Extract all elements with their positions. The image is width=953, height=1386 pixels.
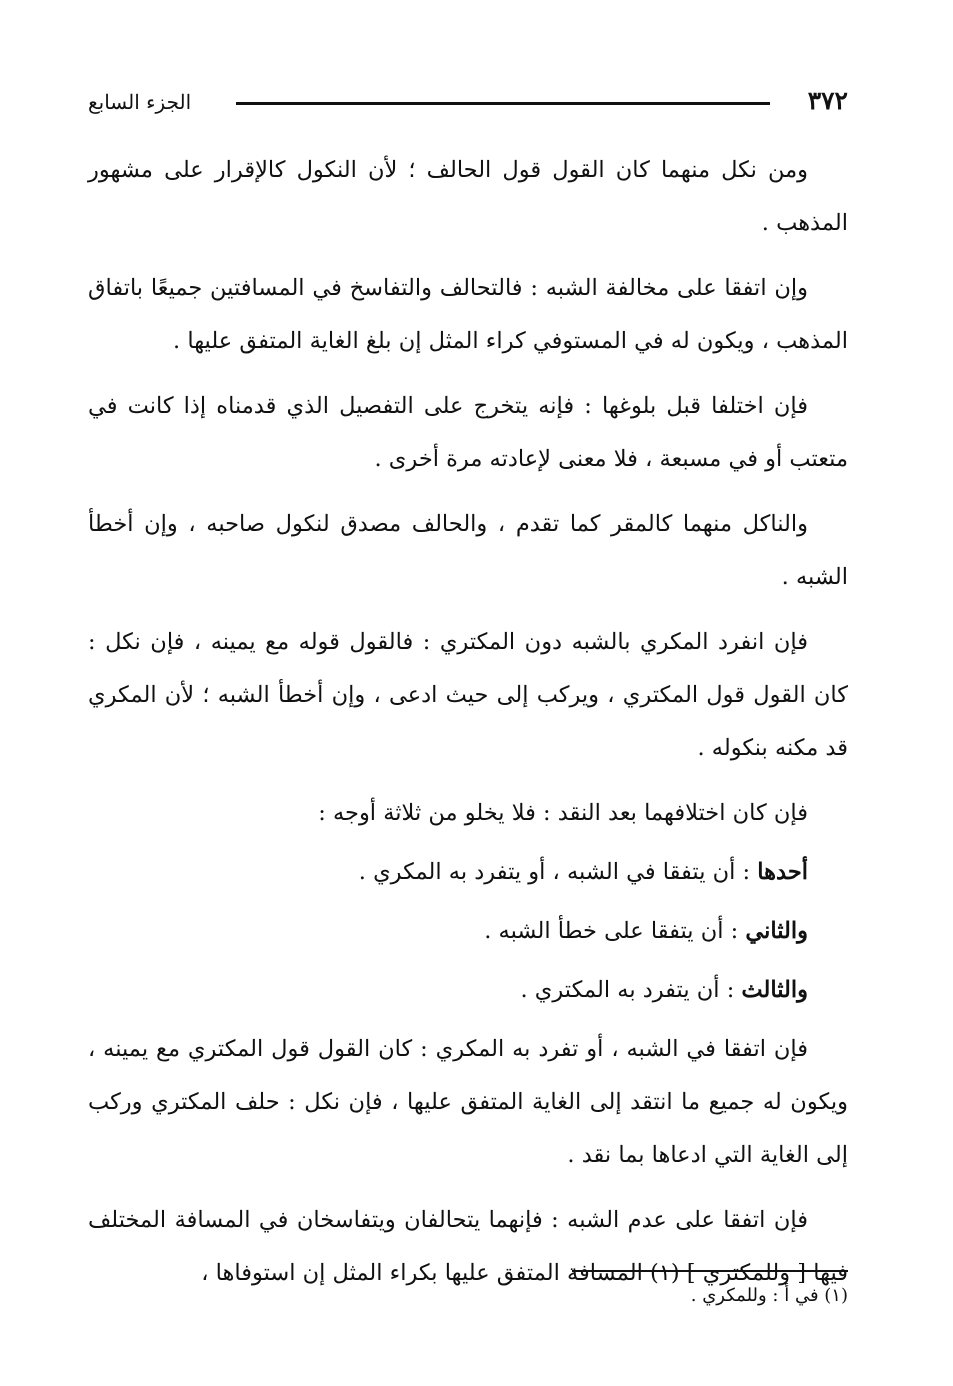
paragraph: فإن اتفقا في الشبه ، أو تفرد به المكري : كان القول قول المكتري مع يمينه ، ويكون له جميع ما انتقد إلى الغاية المتفق عليها ، فإن نكل : حلف المكتري وركب إلى الغاية التي ادعاها بما نقد . (88, 1036, 848, 1168)
page-header (88, 84, 848, 124)
paragraph: فإن اختلفا قبل بلوغها : فإنه يتخرج على التفصيل الذي قدمناه إذا كانت في متعتب أو في مسبعة ، فلا معنى لإعادته مرة أخرى . (88, 393, 848, 472)
header-rule (236, 102, 770, 105)
volume-title: الجزء السابع (88, 90, 192, 114)
main-text (88, 144, 848, 1312)
paragraph: وإن اتفقا على مخالفة الشبه : فالتحالف والتفاسخ في المسافتين جميعًا باتفاق المذهب ، ويكون له في المستوفي كراء المثل إن بلغ الغاية المتفق عليها . (88, 275, 848, 354)
paragraph: فإن كان اختلافهما بعد النقد : فلا يخلو من ثلاثة أوجه : (318, 800, 808, 826)
case-text: : أن يتفرد به المكتري . (520, 977, 742, 1003)
case-label: والثالث (741, 977, 808, 1003)
paragraph: ومن نكل منهما كان القول قول الحالف ؛ لأن النكول كالإقرار على مشهور المذهب . (88, 157, 848, 236)
case-text: : أن يتفقا في الشبه ، أو يتفرد به المكري . (358, 859, 758, 885)
paragraph: فإن اتفقا على عدم الشبه : فإنهما يتحالفان ويتفاسخان في المسافة المختلف فيها [ وللمكتري ] (١) المسافة المتفق عليها بكراء المثل إن استوفاها ، (88, 1207, 848, 1286)
footnote: (١) في أ : وللمكري . (690, 1285, 848, 1306)
case-item (88, 964, 848, 1017)
case-item (88, 905, 848, 958)
paragraph: والناكل منهما كالمقر كما تقدم ، والحالف مصدق لنكول صاحبه ، وإن أخطأ الشبه . (88, 511, 848, 590)
case-label: والثاني (745, 918, 808, 944)
page-number: ٣٧٢ (807, 86, 848, 115)
paragraph: فإن انفرد المكري بالشبه دون المكتري : فالقول قوله مع يمينه ، فإن نكل : كان القول قول المكتري ، ويركب إلى حيث ادعى ، وإن أخطأ الشبه ؛ لأن المكري قد مكنه بنكوله . (88, 629, 848, 761)
footnote-rule (572, 1270, 848, 1272)
case-text: : أن يتفقا على خطأ الشبه . (484, 918, 746, 944)
case-item (88, 846, 848, 899)
case-label: أحدها (757, 859, 808, 885)
